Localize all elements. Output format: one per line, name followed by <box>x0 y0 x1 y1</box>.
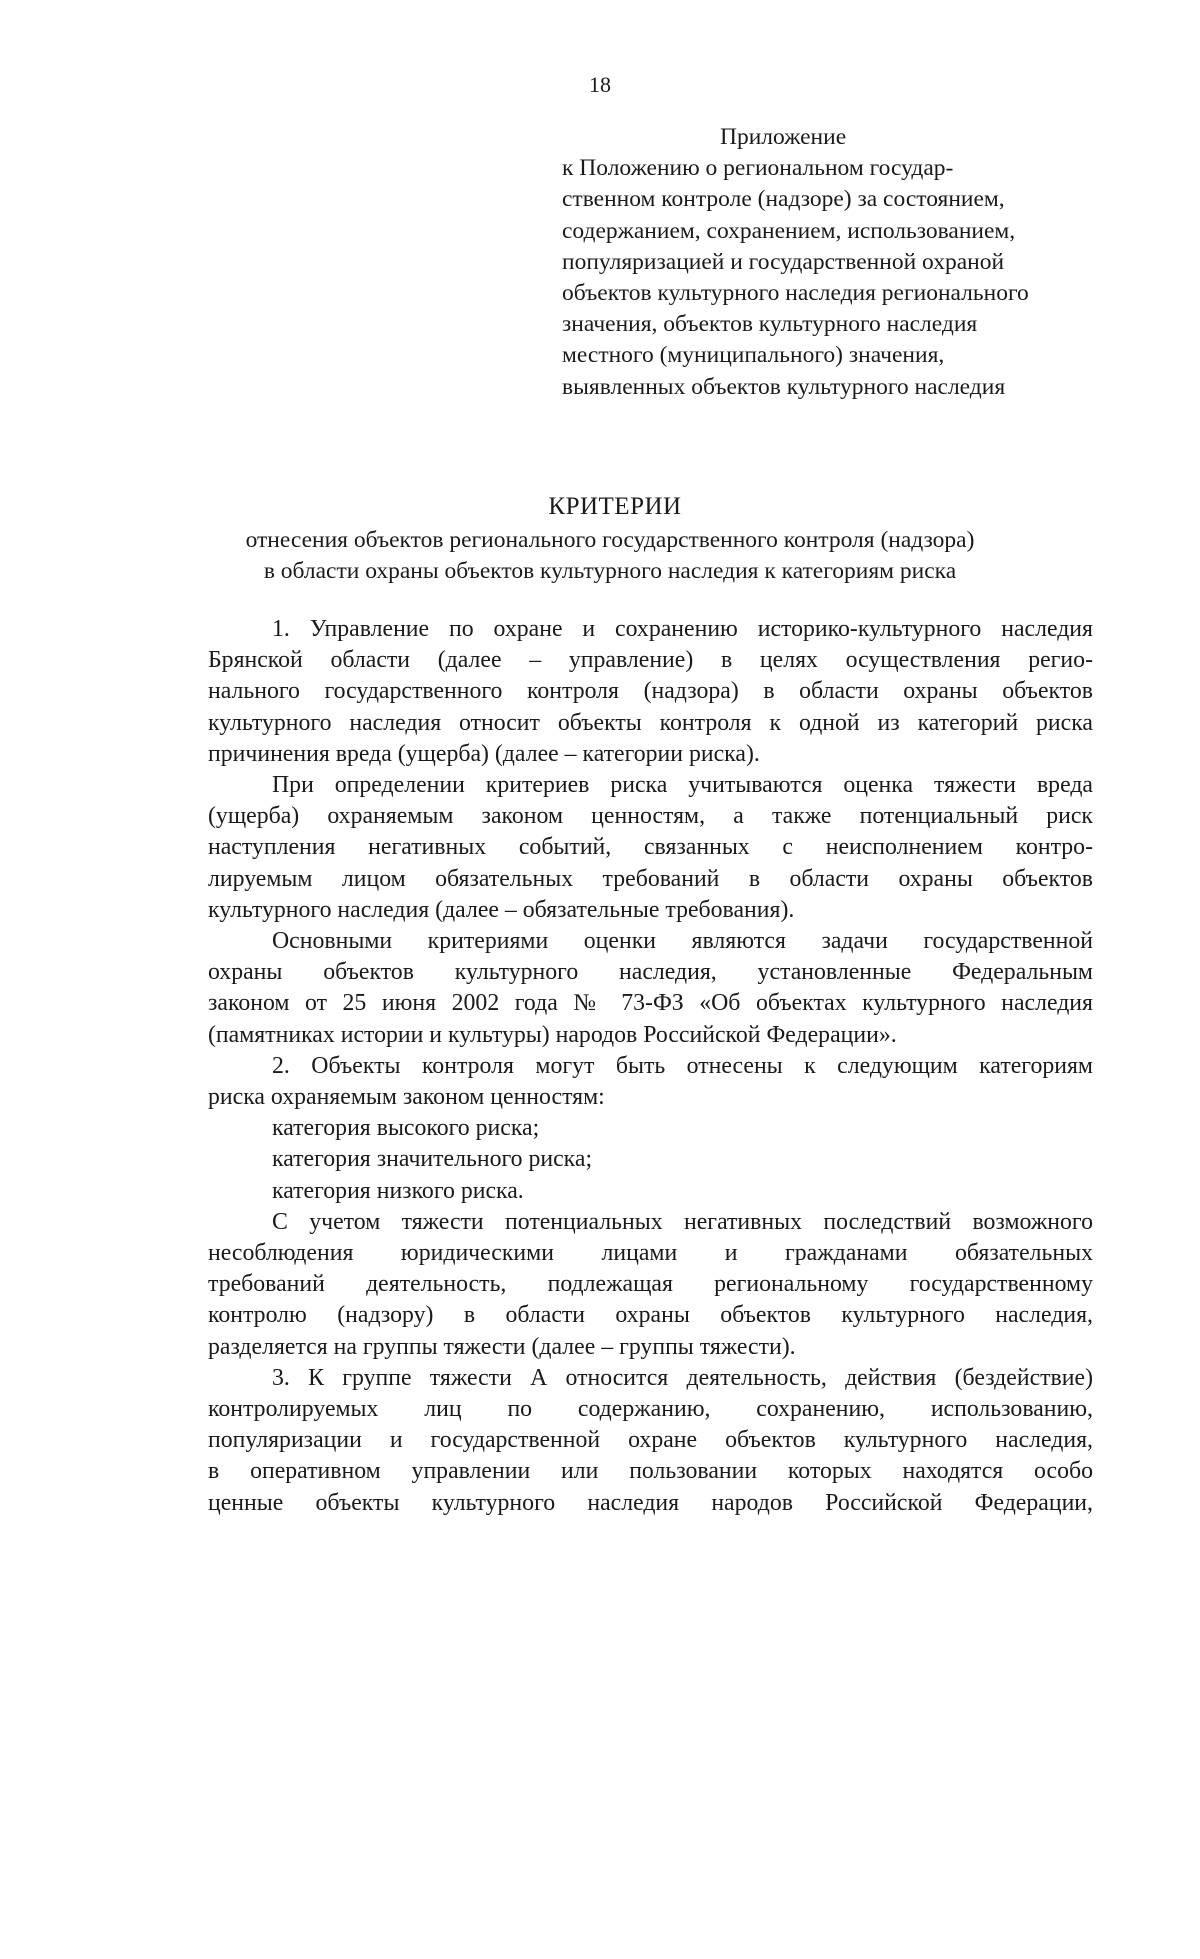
body-line: культурного наследия относит объекты контроля к одной из категорий риска <box>208 709 1093 736</box>
body-line: несоблюдения юридическими лицами и гражданами обязательных <box>208 1240 1093 1267</box>
body-line: Брянской области (далее – управление) в целях осуществления регио- <box>208 647 1093 674</box>
body-line: При определении критериев риска учитываются оценка тяжести вреда <box>272 772 1093 799</box>
appendix-line: значения, объектов культурного наследия <box>562 311 978 338</box>
body-line: законом от 25 июня 2002 года № 73-ФЗ «Об объектах культурного наследия <box>208 990 1093 1017</box>
body-line: нального государственного контроля (надзора) в области охраны объектов <box>208 678 1093 705</box>
body-line: охраны объектов культурного наследия, установленные Федеральным <box>208 959 1093 986</box>
body-line: 3. К группе тяжести А относится деятельность, действия (бездействие) <box>272 1364 1093 1391</box>
page-number: 18 <box>589 72 611 97</box>
body-line: категория значительного риска; <box>272 1146 593 1173</box>
body-line: культурного наследия (далее – обязательные требования). <box>208 896 795 923</box>
body-line: требований деятельность, подлежащая региональному государственному <box>208 1271 1093 1298</box>
body-line: лируемым лицом обязательных требований в области охраны объектов <box>208 865 1093 892</box>
body-line: категория высокого риска; <box>272 1115 540 1142</box>
body-line: ценные объекты культурного наследия народов Российской Федерации, <box>208 1489 1093 1516</box>
body-line: контролю (надзору) в области охраны объектов культурного наследия, <box>208 1302 1093 1329</box>
body-line: С учетом тяжести потенциальных негативных последствий возможного <box>272 1208 1093 1235</box>
appendix-line: объектов культурного наследия регионального <box>562 280 1029 307</box>
body-line: (памятниках истории и культуры) народов Российской Федерации». <box>208 1021 897 1048</box>
body-line: категория низкого риска. <box>272 1177 524 1204</box>
appendix-title: Приложение <box>720 124 847 150</box>
body-line: разделяется на группы тяжести (далее – группы тяжести). <box>208 1333 796 1360</box>
body-line: в оперативном управлении или пользовании которых находятся особо <box>208 1458 1093 1485</box>
appendix-block <box>562 122 1122 403</box>
body-line: контролируемых лиц по содержанию, сохранению, использованию, <box>208 1396 1093 1423</box>
body-line: риска охраняемым законом ценностям: <box>208 1084 605 1111</box>
appendix-line: ственном контроле (надзоре) за состоянием, <box>562 186 1005 213</box>
body-line: Основными критериями оценки являются задачи государственной <box>272 928 1093 955</box>
appendix-line: к Положению о региональном государ- <box>562 155 954 182</box>
body-line: наступления негативных событий, связанных с неисполнением контро- <box>208 834 1093 861</box>
appendix-line: популяризацией и государственной охраной <box>562 248 1005 275</box>
body-line: 2. Объекты контроля могут быть отнесены к следующим категориям <box>272 1052 1093 1079</box>
body-line: популяризации и государственной охране объектов культурного наследия, <box>208 1427 1093 1454</box>
subtitle-line: в области охраны объектов культурного наследия к категориям риска <box>263 557 957 584</box>
subtitle-line: отнесения объектов регионального государственного контроля (надзора) <box>245 527 975 553</box>
document-subtitle <box>0 525 1200 586</box>
appendix-line: содержанием, сохранением, использованием, <box>562 217 1016 244</box>
body-line: (ущерба) охраняемым законом ценностям, а также потенциальный риск <box>208 803 1093 830</box>
document-body <box>208 614 1093 1519</box>
document-title: КРИТЕРИИ <box>548 493 682 520</box>
body-line: 1. Управление по охране и сохранению историко-культурного наследия <box>272 616 1093 642</box>
appendix-line: выявленных объектов культурного наследия <box>562 373 1006 400</box>
body-line: причинения вреда (ущерба) (далее – категории риска). <box>208 740 760 767</box>
appendix-line: местного (муниципального) значения, <box>562 342 945 369</box>
